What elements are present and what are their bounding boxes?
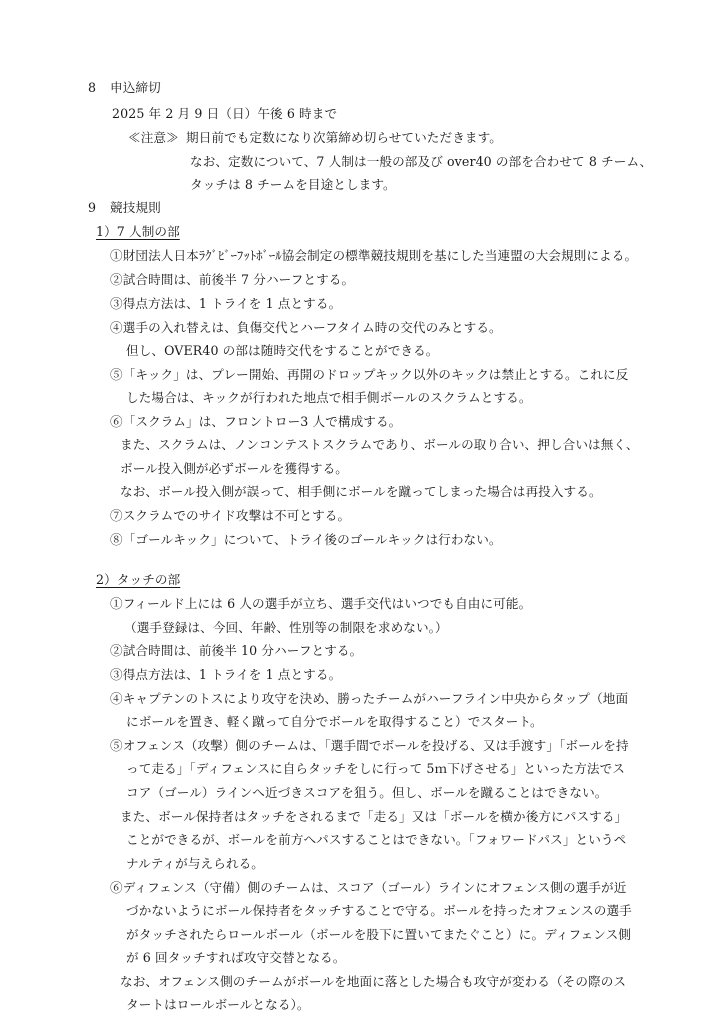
part-1-line: ②試合時間は、前後半 7 分ハーフとする。 — [110, 272, 355, 287]
part-1-line: また、スクラムは、ノンコンテストスクラムであり、ボールの取り合い、押し合いは無く、 — [120, 437, 639, 452]
part-1-line: ③得点方法は、1 トライを 1 点とする。 — [110, 296, 342, 311]
note-label: ≪注意≫ — [128, 130, 179, 145]
section-8-number: 8 — [88, 80, 97, 95]
part-2-line: ④キャプテンのトスにより攻守を決め、勝ったチームがハーフライン中央からタップ（地面 — [110, 691, 629, 706]
part-2-line: って走る」「ディフェンスに自らタッチをしに行って 5ｍ下げさせる」といった方法でス — [126, 761, 625, 776]
part-2-line: （選手登録は、今回、年齢、性別等の制限を求めない。） — [124, 620, 448, 635]
part-1-line: ボール投入側が必ずボールを獲得する。 — [120, 461, 348, 476]
deadline-date: 2025 年 2 月 9 日（日）午後 6 時まで — [112, 106, 338, 121]
note-line-2: なお、定数について、7 人制は一般の部及び over40 の部を合わせて 8 チーム、 — [190, 154, 653, 169]
part-2-line: がタッチされたらロールボール（ボールを股下に置いてまたぐこと）に。ディフェンス側 — [126, 927, 631, 942]
part-1-line: なお、ボール投入側が誤って、相手側にボールを蹴ってしまった場合は再投入する。 — [120, 484, 602, 499]
part-2-line: ⑥ディフェンス（守備）側のチームは、スコア（ゴール）ラインにオフェンス側の選手が近 — [110, 880, 627, 895]
part-1-line: ⑧「ゴールキック」について、トライ後のゴールキックは行わない。 — [110, 532, 502, 547]
part-2-line: ①フィールド上には 6 人の選手が立ち、選手交代はいつでも自由に可能。 — [110, 596, 532, 611]
part-1-line: ⑤「キック」は、プレー開始、再開のドロップキック以外のキックは禁止とする。これに反 — [110, 367, 629, 382]
part-2-line: ⑤オフェンス（攻撃）側のチームは、「選手間でボールを投げる、又は手渡す」「ボールを持 — [110, 738, 629, 753]
part-2-line: づかないようにボール保持者をタッチすることで守る。ボールを持ったオフェンスの選手 — [126, 903, 632, 918]
part-2-line: タートはロールボールとなる）。 — [126, 997, 310, 1012]
section-9-title: 競技規則 — [110, 200, 161, 215]
part-1-line: した場合は、キックが行われた地点で相手側ボールのスクラムとする。 — [126, 390, 532, 405]
part-1-line: ⑥「スクラム」は、フロントロー3 人で構成する。 — [110, 414, 402, 429]
part-2-line: ③得点方法は、1 トライを 1 点とする。 — [110, 667, 342, 682]
note-line-3: タッチは 8 チームを目途とします。 — [190, 177, 396, 192]
part-2-line: ことができるが、ボールを前方へパスすることはできない。「フォワードパス」というペ — [126, 832, 627, 847]
part-2-line: なお、オフェンス側のチームがボールを地面に落とした場合も攻守が変わる（その際のス — [120, 974, 627, 989]
part-1-line: ⑦スクラムでのサイド攻撃は不可とする。 — [110, 508, 351, 523]
section-8-title: 申込締切 — [110, 80, 161, 95]
part-2-line: ②試合時間は、前後半 10 分ハーフとする。 — [110, 643, 363, 658]
part-2-line: ナルティが与えられる。 — [126, 856, 264, 871]
part-2-line: が 6 回タッチすれば攻守交替となる。 — [126, 950, 346, 965]
note-line-1: 期日前でも定数になり次第締め切らせていただきます。 — [186, 130, 502, 145]
section-9-number: 9 — [88, 200, 97, 215]
part-1-line: 但し、OVER40 の部は随時交代をすることができる。 — [126, 343, 439, 358]
part-2-line: また、ボール保持者はタッチをされるまで「走る」又は「ボールを横か後方にパスする」 — [120, 809, 628, 824]
part-1-line: ④選手の入れ替えは、負傷交代とハーフタイム時の交代のみとする。 — [110, 320, 502, 335]
part-2-line: コア（ゴール）ラインへ近づきスコアを狙う。但し、ボールを蹴ることはできない。 — [126, 785, 608, 800]
part-2-heading: 2）タッチの部 — [96, 572, 181, 587]
part-1-heading: 1）7 人制の部 — [96, 224, 180, 239]
part-2-line: にボールを置き、軽く蹴って自分でボールを取得すること）でスタート。 — [126, 714, 543, 729]
part-1-line: ①財団法人日本ﾗｸﾞﾋﾞｰﾌｯﾄﾎﾞｰﾙ協会制定の標準競技規則を基にした当連盟の大会規則による。 — [110, 248, 638, 263]
